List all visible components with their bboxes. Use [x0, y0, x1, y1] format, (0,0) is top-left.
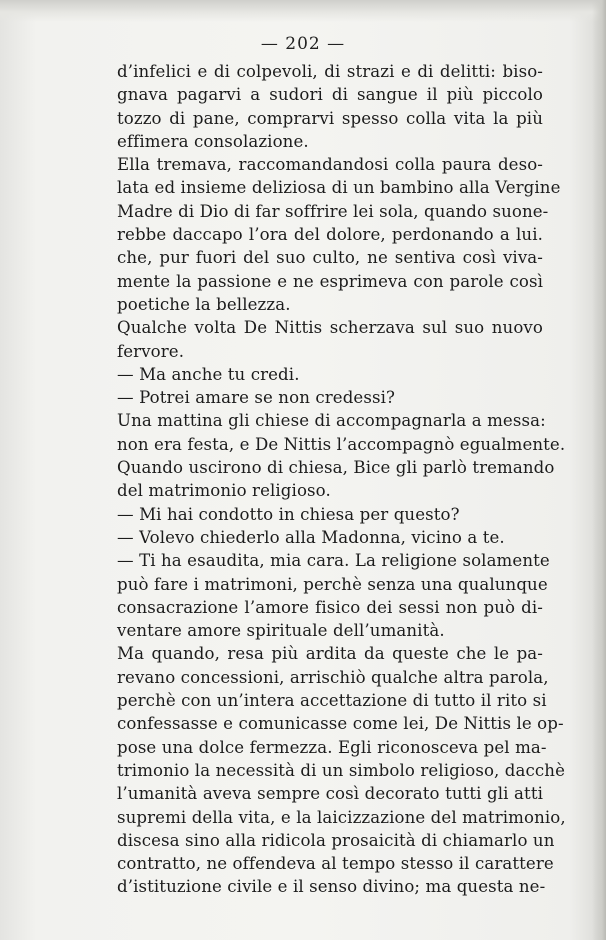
text-line: pose una dolce fermezza. Egli riconosceva pel ma- [117, 737, 547, 757]
text-line: Una mattina gli chiese di accompagnarla a messa: [117, 411, 546, 431]
text-line: — Ti ha esaudita, mia cara. La religione solamente [117, 551, 550, 571]
text-line: mente la passione e ne esprimeva con parole così [117, 271, 543, 291]
text-line: Ella tremava, raccomandandosi colla paura deso- [117, 155, 543, 175]
text-line: Qualche volta De Nittis scherzava sul suo nuovo [117, 318, 543, 338]
text-line: non era festa, e De Nittis l’accompagnò egualmente. [117, 434, 566, 454]
text-line: revano concessioni, arrischiò qualche altra parola, [117, 667, 549, 687]
page-number: — 202 — [260, 34, 346, 54]
text-line: discesa sino alla ridicola prosaicità di chiamarlo un [117, 830, 555, 850]
text-line: confessasse e comunicasse come lei, De Nittis le op- [117, 714, 564, 734]
text-line: del matrimonio religioso. [117, 481, 331, 501]
text-line: — Ma anche tu credi. [117, 364, 300, 384]
text-line: — Mi hai condotto in chiesa per questo? [117, 504, 460, 524]
body-text [117, 60, 566, 899]
text-line: — Potrei amare se non credessi? [117, 388, 395, 408]
text-line: poetiche la bellezza. [117, 294, 291, 314]
text-line: può fare i matrimoni, perchè senza una qualunque [117, 574, 548, 594]
page-top-shadow [0, 0, 606, 22]
text-line: Madre di Dio di far soffrire lei sola, quando suone- [117, 201, 549, 221]
text-line: Ma quando, resa più ardita da queste che le pa- [117, 644, 543, 664]
text-line: che, pur fuori del suo culto, ne sentiva così viva- [117, 248, 543, 268]
text-line: contratto, ne offendeva al tempo stesso il carattere [117, 854, 554, 874]
text-line: ventare amore spirituale dell’umanità. [117, 621, 445, 641]
text-line: effimera consolazione. [117, 131, 309, 151]
text-line: rebbe daccapo l’ora del dolore, perdonando a lui. [117, 225, 543, 245]
text-line: consacrazione l’amore fisico dei sessi non può di- [117, 597, 543, 617]
text-line: d’istituzione civile e il senso divino; ma questa ne- [117, 877, 546, 897]
text-line: tozzo di pane, comprarvi spesso colla vita la più [117, 108, 543, 128]
text-line: supremi della vita, e la laicizzazione del matrimonio, [117, 807, 566, 827]
text-line: d’infelici e di colpevoli, di strazi e di delitti: biso- [117, 62, 543, 81]
text-line: l’umanità aveva sempre così decorato tutti gli atti [117, 784, 543, 804]
text-line: — Volevo chiederlo alla Madonna, vicino a te. [117, 527, 505, 547]
text-line: gnava pagarvi a sudori di sangue il più piccolo [117, 85, 543, 105]
text-line: perchè con un’intera accettazione di tutto il rito si [117, 691, 547, 711]
text-line: trimonio la necessità di un simbolo religioso, dacchè [117, 760, 566, 780]
text-line: lata ed insieme deliziosa di un bambino alla Vergine [117, 178, 561, 198]
text-line: Quando uscirono di chiesa, Bice gli parlò tremando [117, 458, 555, 478]
text-line: fervore. [117, 341, 185, 361]
page-binding-shadow [592, 0, 606, 940]
